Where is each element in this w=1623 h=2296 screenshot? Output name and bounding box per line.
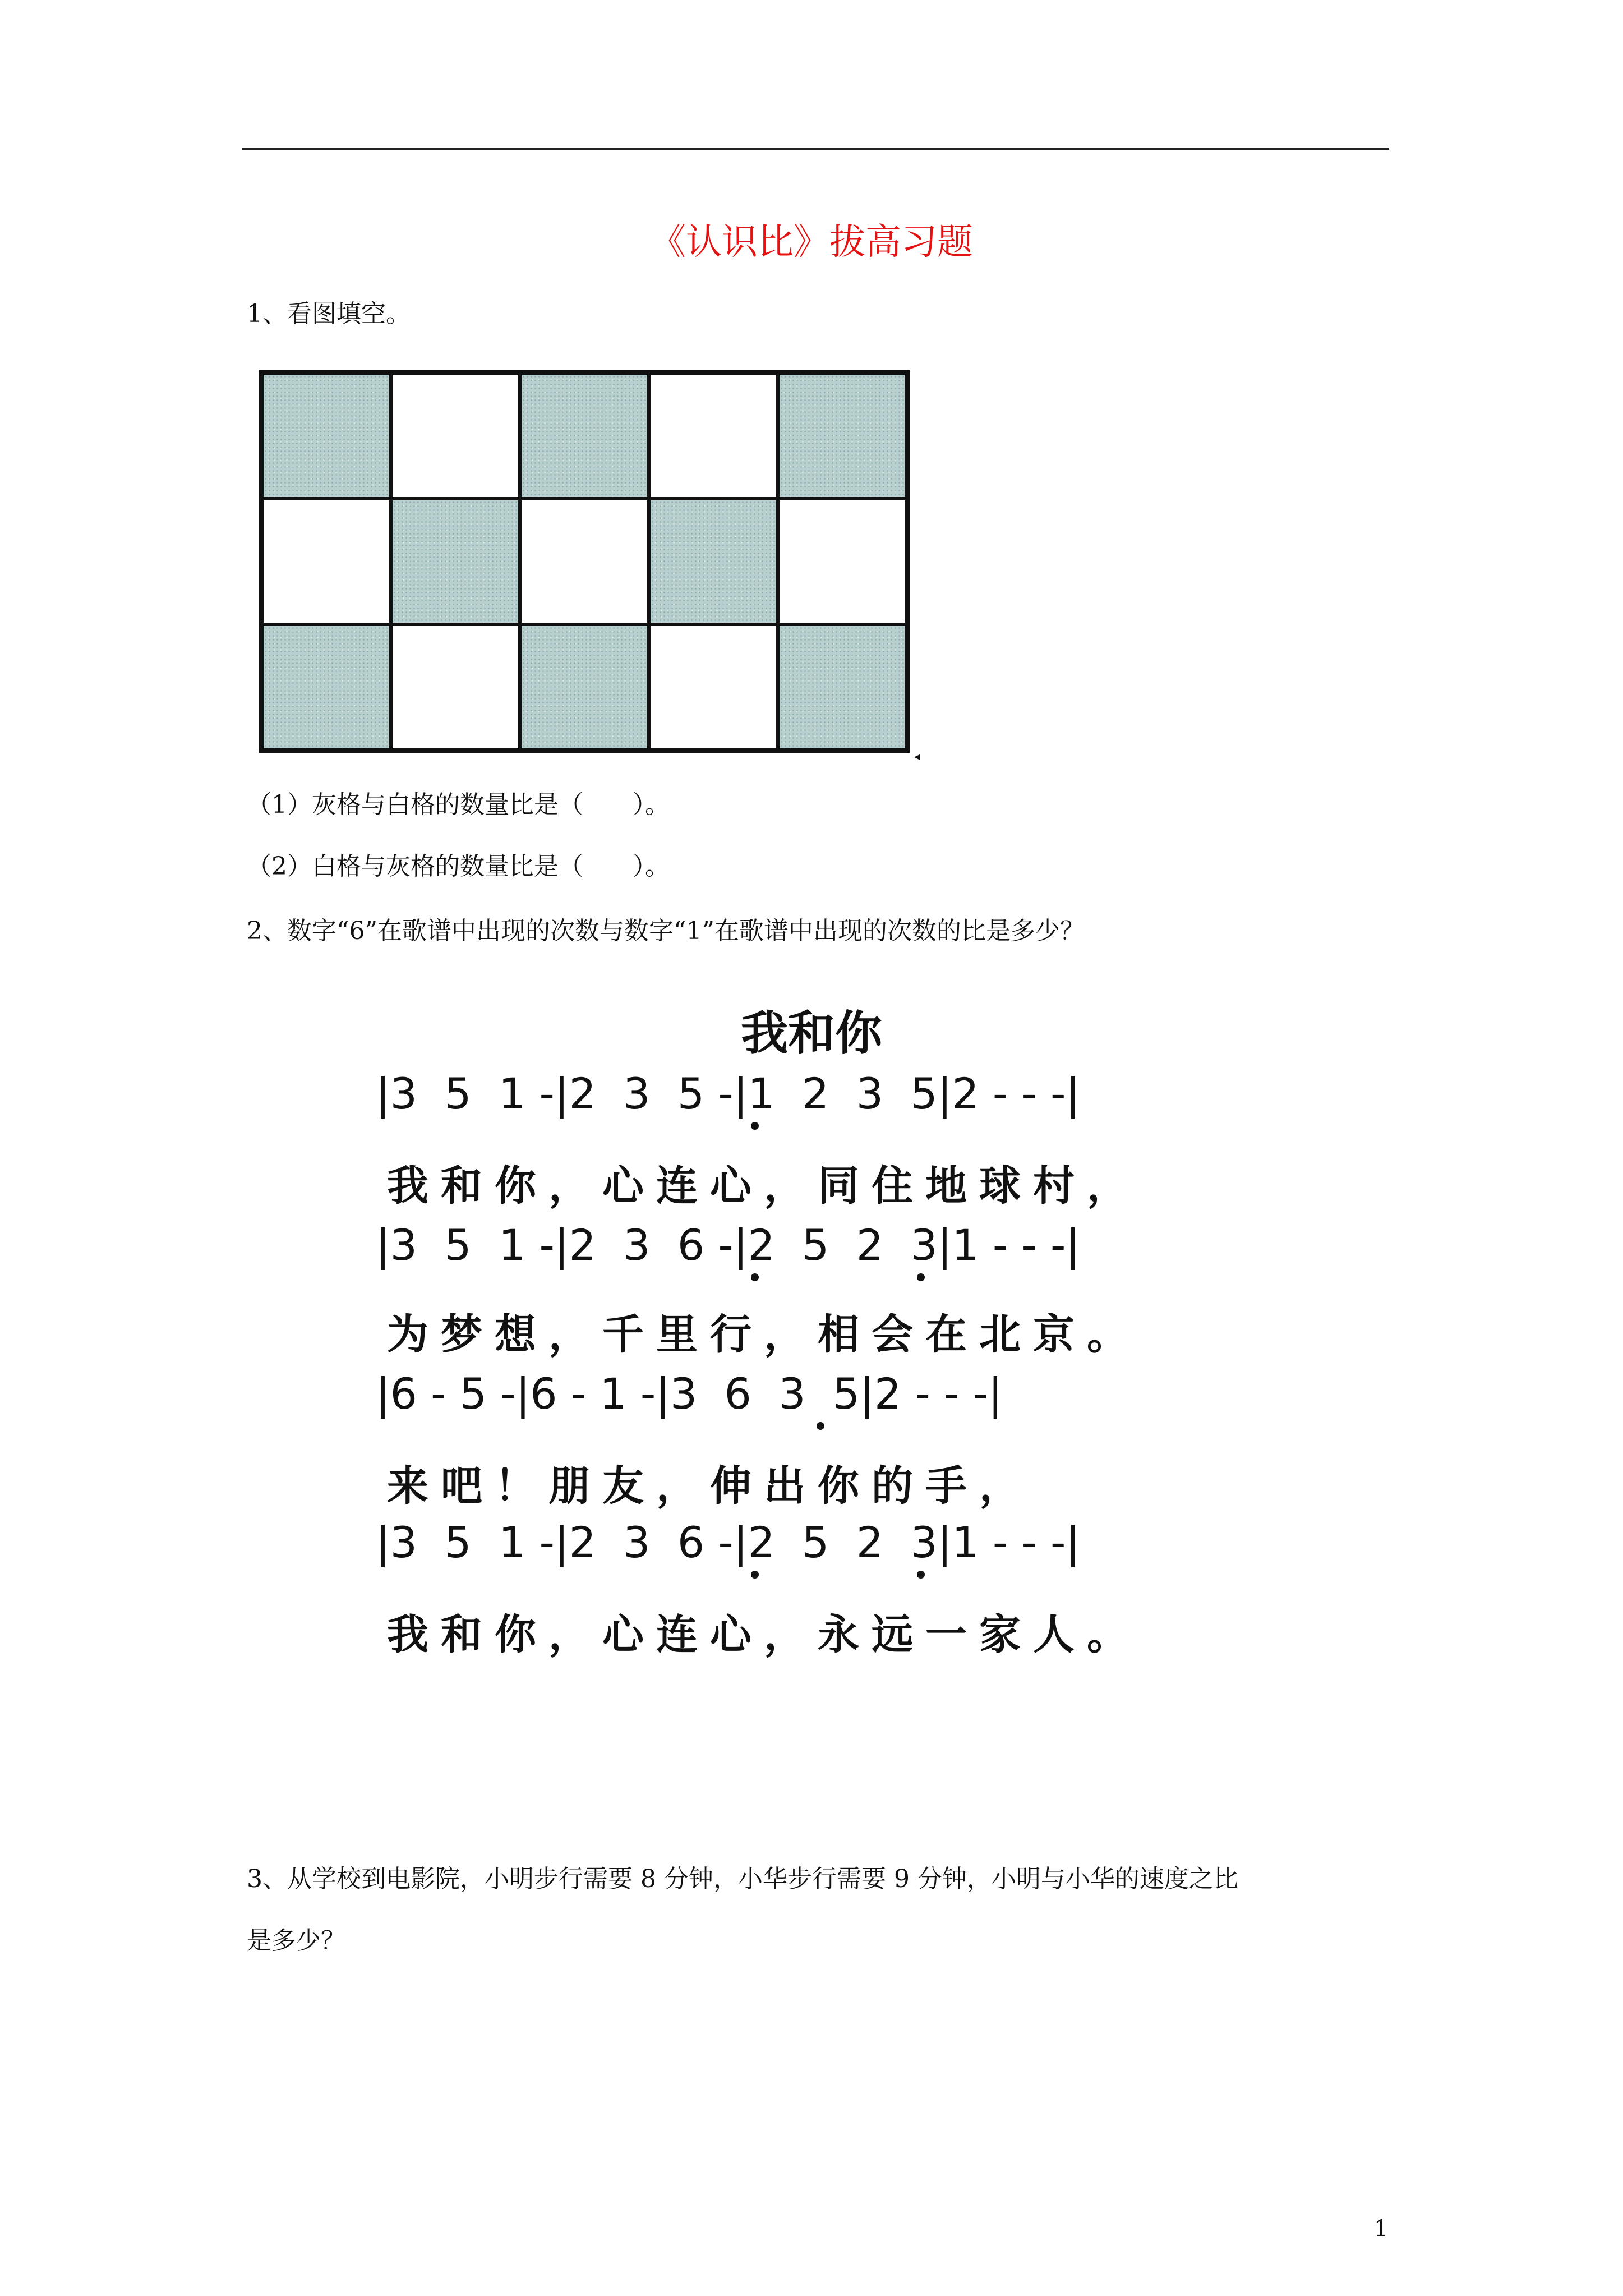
- question-2-prompt: 2、数字“6”在歌谱中出现的次数与数字“1”在歌谱中出现的次数的比是多少？: [247, 917, 1085, 945]
- low-octave-dot: [917, 1273, 925, 1281]
- page-number: 1: [1374, 2216, 1389, 2242]
- gray-cell: [778, 624, 907, 750]
- gray-cell: [391, 499, 520, 624]
- page-title: 《认识比》拔高习题: [650, 222, 973, 263]
- gray-cell: [649, 499, 778, 624]
- white-cell: [391, 624, 520, 750]
- low-octave-dot: [751, 1273, 759, 1281]
- notation-line-3: |6 - 5 -|6 - 1 -|3 6 3 5|2 - - -|: [376, 1369, 1003, 1419]
- lyric-line-4: 我和你，心连心，永远一家人。: [387, 1611, 1141, 1659]
- gray-cell: [778, 373, 907, 499]
- question-3-line-1: 3、从学校到电影院，小明步行需要 8 分钟，小华步行需要 9 分钟，小明与小华的速度之比: [247, 1865, 1238, 1893]
- question-1-sub-1: （1）灰格与白格的数量比是（ ）。: [247, 790, 670, 819]
- question-1-sub-2: （2）白格与灰格的数量比是（ ）。: [247, 852, 670, 881]
- white-cell: [391, 373, 520, 499]
- gray-cell: [262, 624, 391, 750]
- white-cell: [778, 499, 907, 624]
- gray-cell: [520, 373, 649, 499]
- question-1-prompt: 1、看图填空。: [247, 300, 411, 328]
- lyric-line-1: 我和你，心连心，同住地球村，: [387, 1162, 1141, 1210]
- white-cell: [262, 499, 391, 624]
- notation-line-1: |3 5 1 -|2 3 5 -|1 2 3 5|2 - - -|: [376, 1069, 1081, 1119]
- low-octave-dot: [751, 1571, 759, 1579]
- low-octave-dot: [917, 1571, 925, 1579]
- low-octave-dot: [751, 1122, 759, 1130]
- lyric-line-3: 来吧！朋友，伸出你的手，: [387, 1462, 1033, 1510]
- corner-mark: ◂: [914, 749, 920, 763]
- gray-cell: [262, 373, 391, 499]
- checker-grid: [259, 370, 910, 753]
- question-3-line-2: 是多少？: [247, 1926, 345, 1955]
- white-cell: [649, 373, 778, 499]
- gray-cell: [520, 624, 649, 750]
- notation-line-2: |3 5 1 -|2 3 6 -|2 5 2 3|1 - - -|: [376, 1220, 1081, 1270]
- white-cell: [649, 624, 778, 750]
- song-title: 我和你: [740, 1006, 882, 1061]
- notation-line-4: |3 5 1 -|2 3 6 -|2 5 2 3|1 - - -|: [376, 1517, 1081, 1567]
- lyric-line-2: 为梦想，千里行，相会在北京。: [387, 1310, 1141, 1359]
- white-cell: [520, 499, 649, 624]
- low-octave-dot: [817, 1422, 824, 1430]
- header-rule: [242, 148, 1389, 150]
